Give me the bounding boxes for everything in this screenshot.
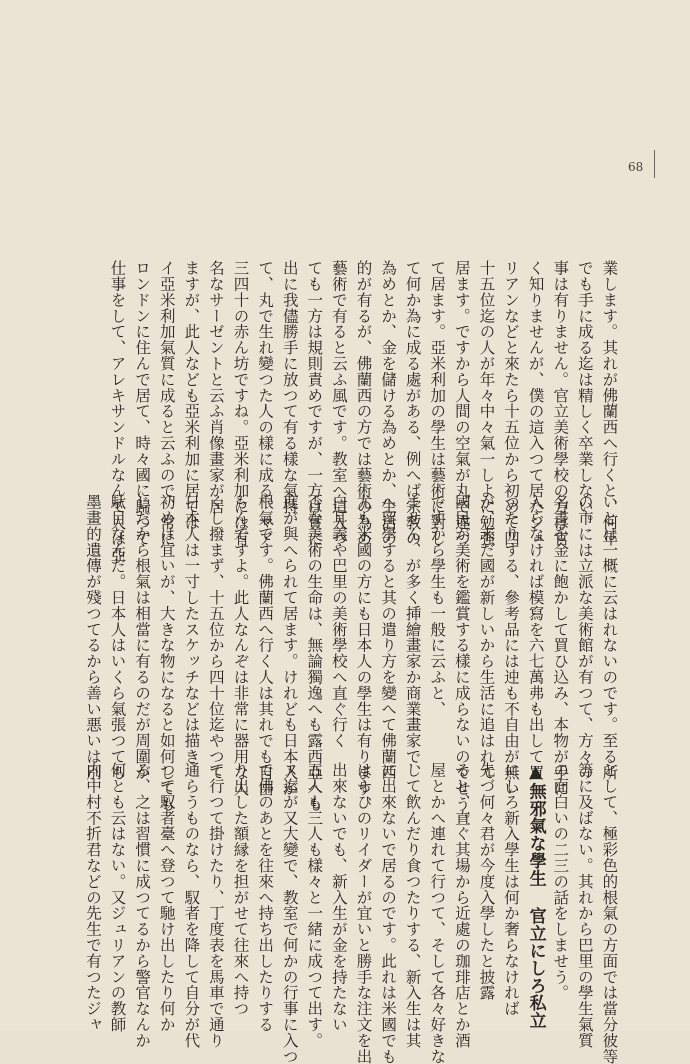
text-column: 根氣です。佛蘭西へ行く人は其れでも自由 (256, 493, 275, 796)
text-column: 事は有りません。官立美術學校の方は官 (551, 259, 570, 546)
text-column: 通らうものなら、馭者を降して自分が代 (182, 761, 201, 1048)
text-column: 否な美術の生命は、無論獨逸へも露西亞へも (305, 493, 324, 812)
text-column: 入らなければ模寫を六七萬弗も出して買 (526, 493, 545, 780)
text-column: ヌ迄が又大變で、教室で何かの行事に入つ (280, 761, 299, 1064)
text-column: として、極彩色的根氣の方面では當分彼等 (600, 761, 619, 1064)
text-column: 仕事をして、アレキサンドルなんて人は亞 (108, 259, 127, 562)
text-column: 屋とかへ連れて行つて、そして各々好きな (428, 761, 447, 1064)
text-column: て、丸で生れ變つた人の樣に成る。マア (256, 259, 275, 546)
text-column: もんですよ。此人なんぞは非常に器用な人 (231, 493, 250, 796)
text-column: 出來ないでも、新入生が金を持たない (329, 761, 348, 1032)
text-column: 的が有るが、佛蘭西の方では藝術の為め (354, 259, 373, 546)
text-column: り出した額縁を担がせて往來へ持つ (231, 761, 250, 1017)
text-column: て居ます。亞米利加の學生は藝術に對し (428, 259, 447, 546)
text-column: いとは一概に云はれないのです。至る所 (600, 493, 619, 780)
text-column: ですから學生も一般に云ふと、 (428, 493, 447, 717)
text-column: 日本人は一寸したスケッチなどは描き (182, 493, 201, 764)
text-column: 内中村不折君などの先生で有つたジャ (83, 761, 102, 1032)
text-column: の面白いの二三の話をしませう。 (551, 761, 570, 1001)
text-column: じだから根氣は相當に有るのだが周圍が (133, 493, 152, 780)
text-column: 五人も三人も樣々と一緒に成つて出す。 (305, 761, 324, 1048)
text-column: 十五位迄の人が年々中々氣一しよに勉強 (477, 259, 496, 546)
text-column: 名畫を金に飽かして買ひ込み、本物が手に (551, 493, 570, 796)
text-column: へ留學すると其の遣り方を變へて佛蘭西 (379, 493, 398, 780)
text-column: くし撥まず、十五位から四十位迄やつて (206, 493, 225, 780)
text-column: はらひのリイダーが宜いと勝手な注文を出 (354, 761, 373, 1064)
text-column: 何とも云はない。又ジュリアンの教師 (108, 761, 127, 1032)
text-column: 為めとか、金を儲ける為めとか、生活の (379, 259, 398, 546)
text-column: イ亞米利加氣質に成ると云ふので、常に (157, 259, 176, 546)
text-column: 駄目なんだ。日本人はいくら氣張つても (108, 493, 127, 780)
text-column: で佛のあとを往來へ持ち出したりする (256, 761, 275, 1032)
text-column: 等に及ばない。其れから巴里の學生氣質 (575, 761, 594, 1048)
text-block-middle (83, 420, 646, 828)
text-column: 尤も米國の方にも日本人の學生は有ります、 (354, 493, 373, 812)
text-column: 度が與へられて居ます。けれども日本人が (280, 493, 299, 796)
text-column: つたりする、參考品には迚も不自由が無い (502, 493, 521, 796)
text-column: て何か為に成る處がある、例へば宗敎の (403, 259, 422, 546)
text-column: 先づ何々君が今度入學したと披露 (477, 761, 496, 1001)
section-heading: ▲無邪氣な學生 官立にしろ私立 (525, 761, 546, 1029)
text-block-bottom (83, 688, 646, 1064)
text-column: て行つて掛けたり、丁度表を馬車で通り (206, 761, 225, 1048)
text-column: る、之は習慣に成つてるから警官なんか (133, 761, 152, 1048)
text-column: 出に我儘勝手に放つて有る樣な氣持 (280, 259, 299, 515)
text-column: つて馭者臺へ登つて馳け出したり何か (157, 761, 176, 1032)
text-column: 國民が美術を鑑賞する樣に成らないのでせう。 (452, 493, 471, 828)
text-column: でも手に成る迄は精しく卒業しない。 (575, 259, 594, 530)
text-column: にしろ新入學生は何か奢らなければ (502, 761, 521, 1017)
text-column: 白耳義や巴里の美術學校へ直ぐ行く (329, 493, 348, 749)
text-column: に出來ないで居るのです。此れは米國でも (379, 761, 398, 1064)
text-column: く知りませんが、僕の這入つて居たジュ (526, 259, 545, 546)
text-column: ますが、此人なども亞米利加に居ては (182, 259, 201, 530)
text-column: 藝術で有ると云ふ風です。教室へ這入つ (329, 259, 348, 546)
text-column: 三四十の赤ん坊ですね。亞米利加には有 (231, 259, 250, 546)
text-column: ても一方は規則責めですが、一方は實に (305, 259, 324, 546)
page-number-rule (654, 150, 655, 178)
text-column: ません、が多く挿繪畫家か商業畫家で、 (403, 493, 422, 780)
text-column: が、未だ國が新しいから生活に追はれて (477, 493, 496, 780)
text-column: して飲んだり食つたりする、新入生は其 (403, 761, 422, 1048)
text-column: 名なサーゼントと云ふ肖像畫家が居 (206, 259, 225, 515)
page-number: 68 (628, 160, 644, 174)
text-column: 居ます。ですから人間の空氣が丸で違つ (452, 259, 471, 546)
text-column: ると、直ぐ其場から近處の珈琲店とか酒 (452, 761, 471, 1048)
text-column: 初めは宜いが、大きな物になると如何しても (157, 493, 176, 812)
text-column: 墨畫的遺傳が殘つてるから善い悪いは別 (83, 493, 102, 780)
text-column: の市には立派な美術館が有つて、方々の (575, 493, 594, 780)
text-column: ロンドンに住んで居て、時々國に歸つて (133, 259, 152, 546)
text-column: リアンなどと來たら十五位から初めて四 (502, 259, 521, 546)
text-column: 業します。其れが佛蘭西へ行くと、何年 (600, 259, 619, 546)
